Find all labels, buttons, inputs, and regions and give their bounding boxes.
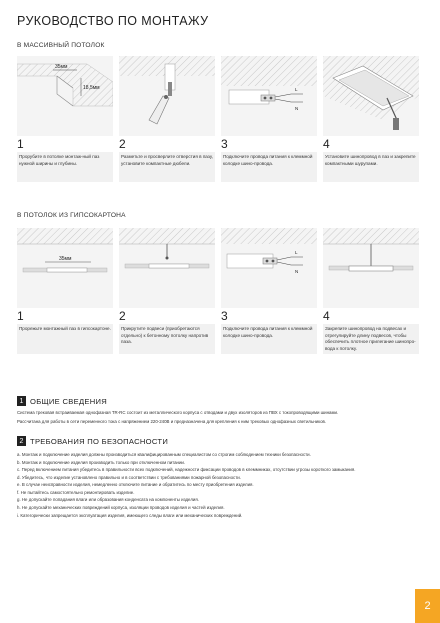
safety-rules-list — [17, 451, 425, 519]
list-item: h. Не допускайте механических повреждений корпуса, изоляции проводов изделия и частей изделия. — [17, 505, 225, 511]
step-illustration — [221, 56, 317, 136]
step-drywall-1 — [17, 228, 113, 354]
step-illustration — [323, 56, 419, 136]
general-info-header — [17, 396, 107, 406]
step-description: Закрепите шинопровод на подвесах и отрегулируйте длину подвесов, чтобы обеспечить плотное прилегание шинопро-вода к потолку. — [323, 324, 419, 354]
section-label-drywall-ceiling: В ПОТОЛОК ИЗ ГИПСОКАРТОНА — [17, 212, 126, 219]
step-solid-1 — [17, 56, 113, 182]
step-solid-4 — [323, 56, 419, 182]
step-description: Подключите провода питания к клеммной колодке шино-провода. — [221, 152, 317, 182]
wire-l-label: L — [295, 87, 298, 92]
step-description: Установите шинопровод в паз и закрепите компактными шурупами. — [323, 152, 419, 182]
step-illustration — [323, 228, 419, 308]
dim-width-label: 35мм — [55, 64, 68, 70]
step-illustration — [221, 228, 317, 308]
safety-header — [17, 436, 168, 446]
section-label-solid-ceiling: В МАССИВНЫЙ ПОТОЛОК — [17, 42, 105, 49]
page-title: РУКОВОДСТВО ПО МОНТАЖУ — [17, 14, 209, 28]
dim-depth-label: 18,5мм — [83, 85, 100, 91]
general-info-paragraph-2: Рассчитана для работы в сети переменного тока с напряжением 220-240В и предназначена для крепления к ним трековых однофазных светильников. — [17, 419, 327, 424]
wire-n-label: N — [295, 106, 299, 111]
list-item: b. Монтаж и подключение изделия производить только при отключенном питании. — [17, 459, 186, 465]
step-solid-2 — [119, 56, 215, 182]
list-item: с. Перед включением питания убедитесь в правильности всех подключений, надежности фиксации проводов в клеммниках, отсутствии угрозы короткого замыкания. — [17, 467, 356, 473]
step-number: 1 — [17, 137, 24, 151]
list-item: d. Убедитесь, что изделие установлено правильно и в соответствии с требованиями пожарной безопасности. — [17, 474, 241, 480]
step-drywall-3 — [221, 228, 317, 354]
step-description: Подключите провода питания к клеммной колодке шино-провода. — [221, 324, 317, 354]
step-description: Прорубите в потолке монтаж-ный паз нужной ширины и глубины. — [17, 152, 113, 182]
list-item: i. Категорически запрещается эксплуатация изделия, имеющего следы влаги или механических повреждений. — [17, 512, 243, 518]
wire-l-label: L — [295, 250, 298, 255]
section-heading: ТРЕБОВАНИЯ ПО БЕЗОПАСНОСТИ — [30, 436, 169, 446]
step-drywall-2 — [119, 228, 215, 354]
step-drywall-4 — [323, 228, 419, 354]
step-number: 2 — [119, 309, 126, 323]
dim-width-label: 35мм — [59, 256, 72, 262]
step-illustration — [119, 228, 215, 308]
step-description: Прорежьте монтажный паз в гипсокартоне. — [17, 324, 113, 354]
list-item: f. Не пытайтесь самостоятельно ремонтировать изделие. — [17, 489, 135, 495]
list-item: e. В случае неисправности изделия, немедленно отключите питание и обратитесь по месту приобретения изделия. — [17, 482, 254, 488]
step-description: Прикрутите подвеси (приобретаются отдельно) к бетонному потолку напротив паза. — [119, 324, 215, 354]
step-illustration — [17, 56, 113, 136]
step-number: 3 — [221, 137, 228, 151]
step-number: 4 — [323, 137, 330, 151]
step-number: 3 — [221, 309, 228, 323]
step-illustration — [17, 228, 113, 308]
step-number: 4 — [323, 309, 330, 323]
step-description: Разметьте и просверлите отверстия в пазу, установите компактные дюбели. — [119, 152, 215, 182]
step-solid-3 — [221, 56, 317, 182]
section-heading: ОБЩИЕ СВЕДЕНИЯ — [30, 396, 108, 406]
step-number: 2 — [119, 137, 126, 151]
section-number-badge: 2 — [17, 436, 26, 446]
wire-n-label: N — [295, 269, 299, 274]
section-number-badge: 1 — [17, 396, 26, 406]
step-illustration — [119, 56, 215, 136]
general-info-paragraph-1: Система трековая встраиваемая однофазная TR-RC состоит из металлического корпуса с отводами и двух изоляторов из ПВХ с токопроводящими шинами. — [17, 410, 339, 415]
page-number-badge: 2 — [415, 589, 440, 623]
list-item: а. Монтаж и подключение изделия должны производиться квалифицированным специалистом со строгим соблюдением техники безопасности. — [17, 452, 311, 457]
list-item: g. Не допускайте попадания влаги или образования конденсата на компоненты изделия. — [17, 497, 199, 503]
step-number: 1 — [17, 309, 24, 323]
